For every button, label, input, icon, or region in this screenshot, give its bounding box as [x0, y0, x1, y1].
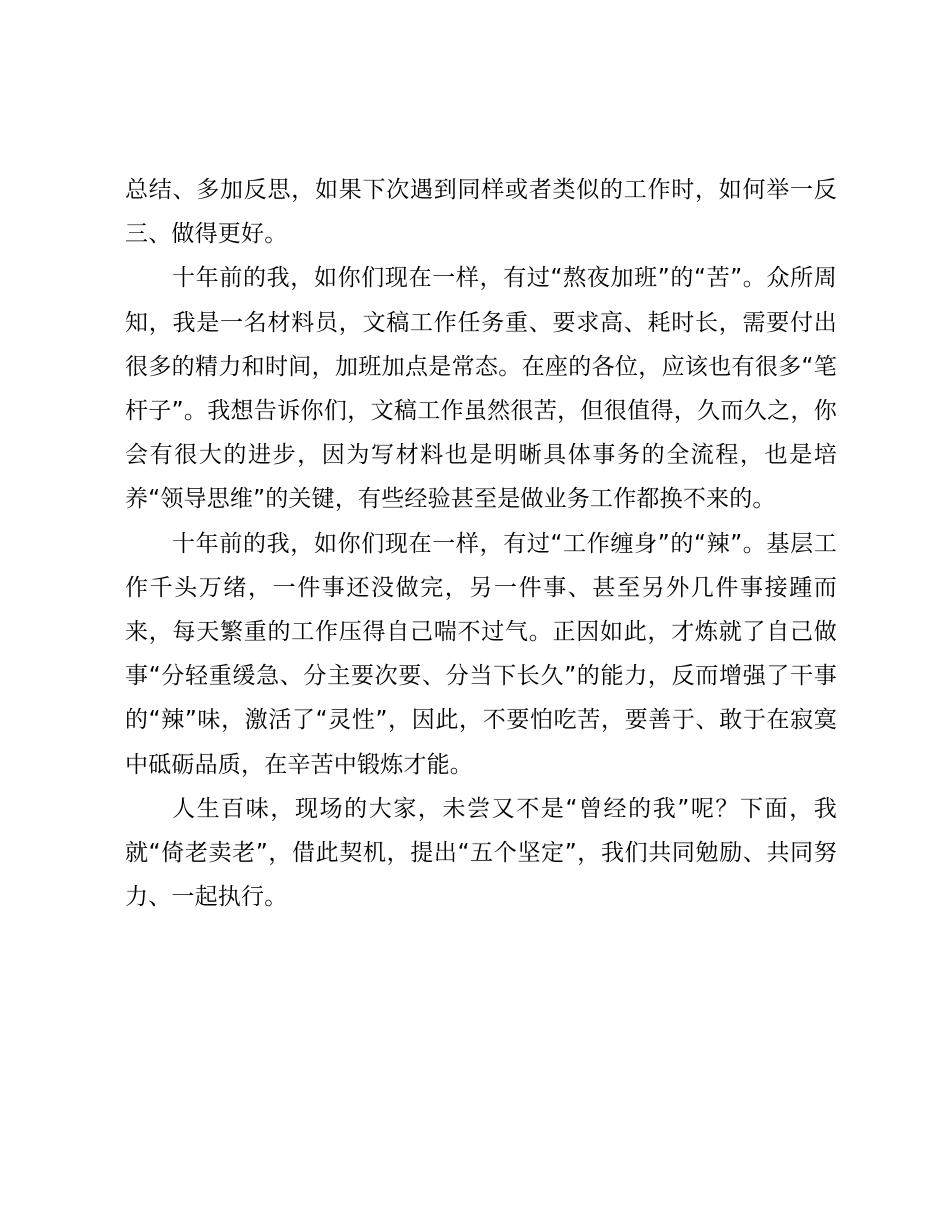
paragraph-workload-spicy: 十年前的我，如你们现在一样，有过“工作缠身”的“辣”。基层工作千头万绪，一件事还没做完，另一件事、甚至另外几件事接踵而来，每天繁重的工作压得自己喘不过气。正因如此，才炼就了自己做事“分轻重缓急、分主要次要、分当下长久”的能力，反而增强了干事的“辣”味，激活了“灵性”，因此，不要怕吃苦，要善于、敢于在寂寞中砥砺品质，在辛苦中锻炼才能。 [125, 530, 837, 778]
document-body [125, 168, 837, 919]
paragraph-continuation: 总结、多加反思，如果下次遇到同样或者类似的工作时，如何举一反三、做得更好。 [125, 177, 837, 248]
paragraph-overtime-bitter: 十年前的我，如你们现在一样，有过“熬夜加班”的“苦”。众所周知，我是一名材料员，文稿工作任务重、要求高、耗时长，需要付出很多的精力和时间，加班加点是常态。在座的各位，应该也有很多“笔杆子”。我想告诉你们，文稿工作虽然很苦，但很值得，久而久之，你会有很大的进步，因为写材料也是明晰具体事务的全流程，也是培养“领导思维”的关键，有些经验甚至是做业务工作都换不来的。 [125, 265, 837, 513]
paragraph-five-firm-commitments: 人生百味，现场的大家，未尝又不是“曾经的我”呢？下面，我就“倚老卖老”，借此契机，提出“五个坚定”，我们共同勉励、共同努力、一起执行。 [125, 795, 837, 911]
